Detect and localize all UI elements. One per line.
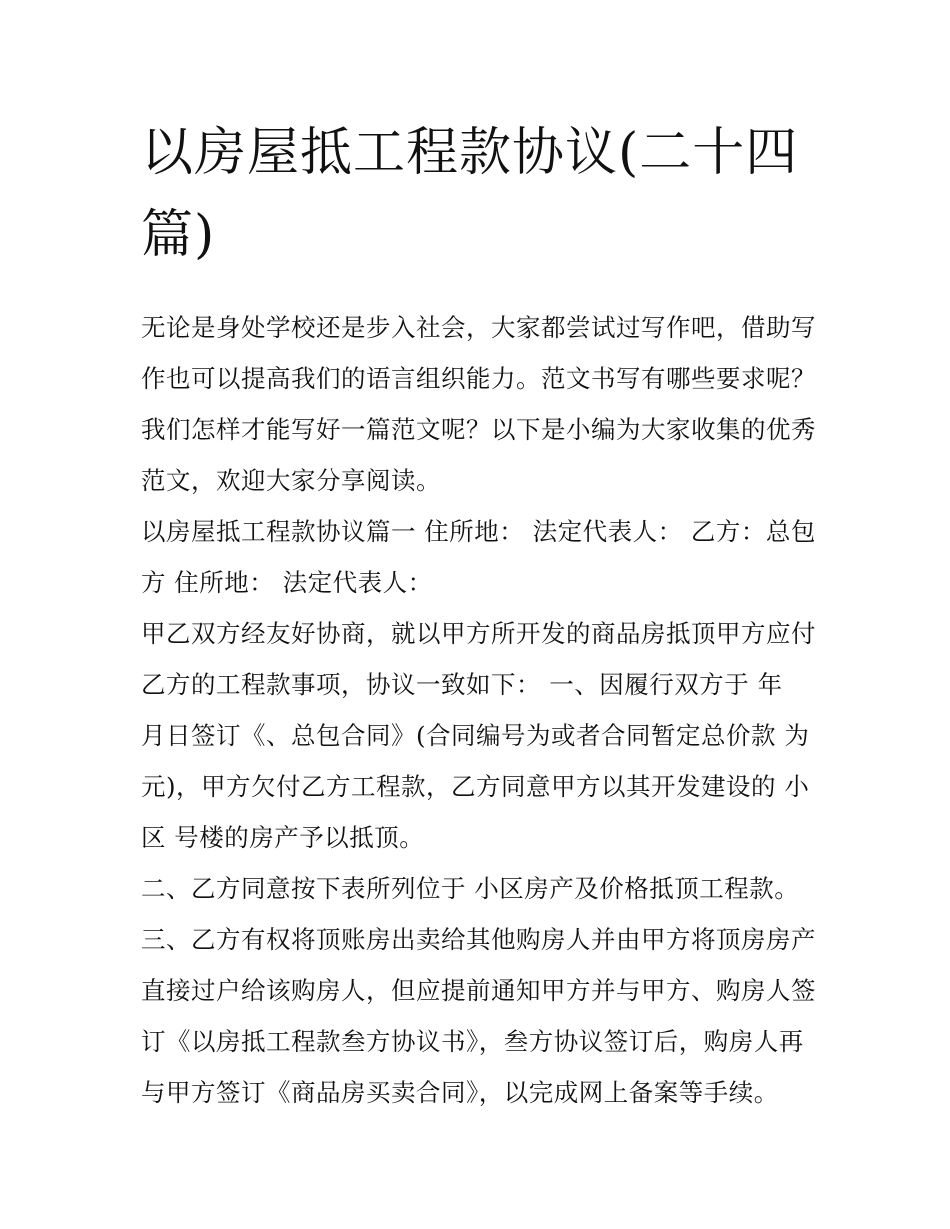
body-line: 作也可以提高我们的语言组织能力。范文书写有哪些要求呢？ xyxy=(141,364,816,393)
body-line: 无论是身处学校还是步入社会，大家都尝试过写作吧，借助写 xyxy=(141,313,816,342)
body-line: 区 号楼的房产予以抵顶。 xyxy=(141,823,425,852)
document-title xyxy=(141,112,821,276)
document-page xyxy=(141,112,821,1118)
body-line: 二、乙方同意按下表所列位于 小区房产及价格抵顶工程款。 xyxy=(141,874,800,903)
body-line: 月日签订《、总包合同》(合同编号为或者合同暂定总价款 为 xyxy=(141,721,810,750)
body-line: 直接过户给该购房人，但应提前通知甲方并与甲方、购房人签 xyxy=(141,976,816,1005)
body-line: 与甲方签订《商品房买卖合同》，以完成网上备案等手续。 xyxy=(141,1078,779,1107)
title-line-1: 以房屋抵工程款协议(二十四 xyxy=(141,123,799,183)
body-line: 三、乙方有权将顶账房出卖给其他购房人并由甲方将顶房房产 xyxy=(141,925,816,954)
body-line: 方 住所地： 法定代表人： xyxy=(141,568,433,597)
body-line: 以房屋抵工程款协议篇一 住所地： 法定代表人： 乙方：总包 xyxy=(141,517,816,546)
body-line: 元)，甲方欠付乙方工程款，乙方同意甲方以其开发建设的 小 xyxy=(141,772,810,801)
body-line: 订《以房抵工程款叁方协议书》，叁方协议签订后，购房人再 xyxy=(141,1027,804,1056)
body-line: 范文，欢迎大家分享阅读。 xyxy=(141,466,441,495)
body-line: 我们怎样才能写好一篇范文呢？以下是小编为大家收集的优秀 xyxy=(141,415,816,444)
body-line: 甲乙双方经友好协商，就以甲方所开发的商品房抵顶甲方应付 xyxy=(141,619,816,648)
body-line: 乙方的工程款事项，协议一致如下： 一、因履行双方于 年 xyxy=(141,670,783,699)
document-body xyxy=(141,302,821,1118)
title-line-2: 篇) xyxy=(141,205,216,265)
